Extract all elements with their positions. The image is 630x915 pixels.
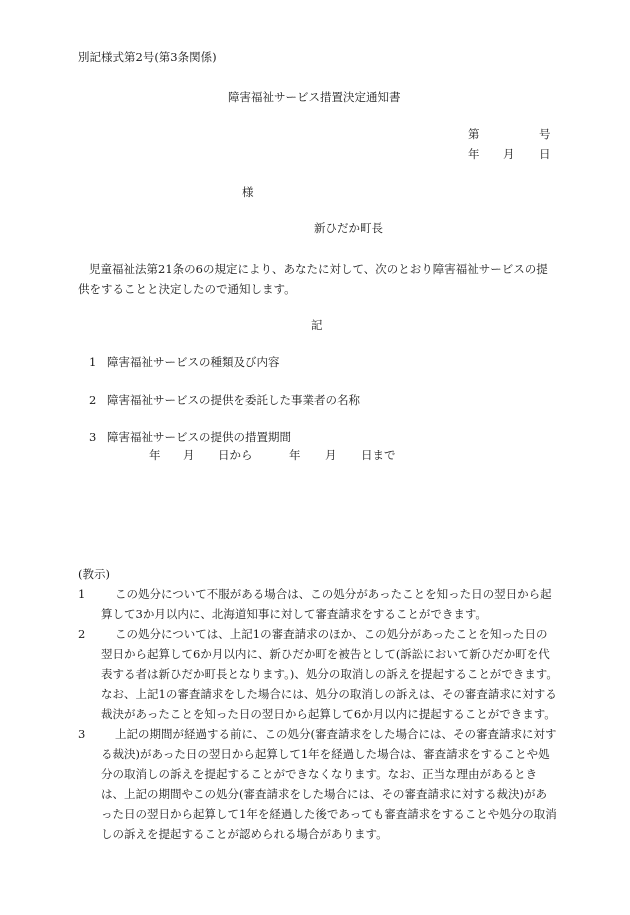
- note-text: この処分について不服がある場合は、この処分があったことを知った日の翌日から起算して3か月以内に、北海道知事に対して審査請求をすることができます。: [101, 587, 552, 621]
- form-label: 別記様式第2号(第3条関係): [78, 50, 217, 64]
- item-label: 障害福祉サービスの種類及び内容: [107, 355, 280, 369]
- item-number: 3: [89, 430, 97, 444]
- ki-marker: 記: [311, 318, 323, 332]
- issuer: 新ひだか町長: [314, 221, 383, 235]
- note-number: 1: [78, 587, 86, 601]
- period-end-day: 日まで: [361, 448, 396, 462]
- note-item: [78, 624, 558, 724]
- note-item: [78, 724, 558, 844]
- note-text: この処分については、上記1の審査請求のほか、この処分があったことを知った日の翌日から起算して6か月以内に、新ひだか町を被告として(訴訟において新ひだか町を代表する者は新ひだか町長となります。)、処分の取消しの訴えを提起することができます。なお、上記1の審査請求をした場合には、処分の取消しの訴えは、その審査請求に対する裁決があったことを知った日の翌日から起算して6か月以内に提起することができます。: [101, 627, 558, 721]
- document-title: 障害福祉サービス措置決定通知書: [228, 90, 401, 104]
- note-number: 2: [78, 627, 86, 641]
- period-end-year: 年: [289, 448, 301, 462]
- item-number: 1: [89, 355, 97, 369]
- number-prefix: 第: [468, 127, 480, 141]
- note-text: 上記の期間が経過する前に、この処分(審査請求をした場合には、その審査請求に対する裁決)があった日の翌日から起算して1年を経過した場合は、審査請求をすることや処分の取消しの訴えを提起することができなくなります。なお、正当な理由があるときは、上記の期間やこの処分(審査請求をした場合には、その審査請求に対する裁決)があった日の翌日から起算して1年を経過した後であっても審査請求をすることや処分の取消しの訴えを提起することが認められる場合があります。: [101, 727, 557, 841]
- notes-header: (教示): [78, 567, 110, 581]
- body-paragraph: 児童福祉法第21条の6の規定により、あなたに対して、次のとおり障害福祉サービスの提供をすることと決定したので通知します。: [78, 262, 548, 296]
- note-number: 3: [78, 727, 86, 741]
- item-number: 2: [89, 393, 97, 407]
- date-day: 日: [539, 147, 551, 161]
- note-item: [78, 584, 558, 624]
- number-suffix: 号: [539, 127, 551, 141]
- date-year: 年: [468, 147, 480, 161]
- period-start-year: 年: [149, 448, 161, 462]
- date-month: 月: [503, 147, 515, 161]
- item-label: 障害福祉サービスの提供を委託した事業者の名称: [107, 393, 360, 407]
- item-label: 障害福祉サービスの提供の措置期間: [107, 430, 291, 444]
- period-end-month: 月: [325, 448, 337, 462]
- period-start-day: 日から: [218, 448, 253, 462]
- period-start-month: 月: [183, 448, 195, 462]
- addressee-suffix: 様: [242, 185, 254, 199]
- notes-section: [78, 564, 558, 844]
